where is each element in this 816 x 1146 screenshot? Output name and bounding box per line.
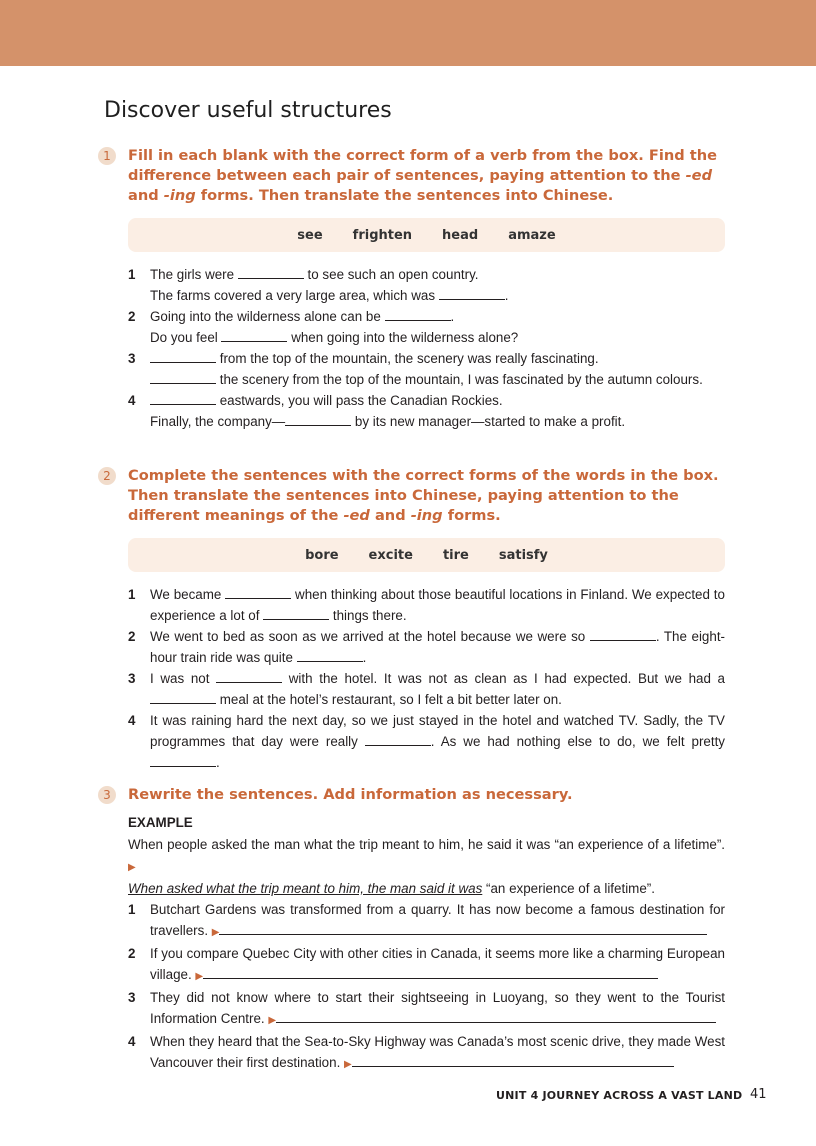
arrow-icon: ▶: [128, 862, 136, 873]
word-tire: tire: [442, 547, 469, 563]
answer-blank[interactable]: [221, 329, 287, 342]
word-see: see: [297, 227, 323, 243]
section-instruction: Rewrite the sentences. Add information as necessary.: [128, 786, 573, 803]
item-number: 1: [128, 587, 136, 602]
arrow-icon: ▶: [211, 927, 220, 938]
exercise-item: 4 It was raining hard the next day, so we just stayed in the hotel and watched TV. Sadly, the TV programmes that day were really . As we had nothing else to do, we felt pretty .: [128, 710, 725, 773]
arrow-icon: ▶: [268, 1015, 277, 1026]
answer-blank[interactable]: [439, 287, 505, 300]
example-prompt: When people asked the man what the trip meant to him, he said it was “an experience of a lifetime”. ▶: [128, 837, 725, 873]
item-number: 2: [128, 946, 136, 961]
word-excite: excite: [368, 547, 413, 563]
answer-blank[interactable]: [150, 392, 216, 405]
word-bore: bore: [305, 547, 339, 563]
section-number: 3: [98, 786, 116, 804]
arrow-icon: ▶: [344, 1059, 352, 1070]
item-number: 1: [128, 902, 136, 917]
section-2: [98, 466, 728, 773]
answer-line[interactable]: [352, 1054, 674, 1067]
answer-blank[interactable]: [238, 266, 304, 279]
item-number: 2: [128, 629, 136, 644]
answer-blank[interactable]: [225, 586, 291, 599]
answer-blank[interactable]: [385, 308, 451, 321]
answer-blank[interactable]: [216, 670, 282, 683]
exercise-item: 4 When they heard that the Sea-to-Sky Highway was Canada’s most scenic drive, they made West Vancouver their first destination. ▶: [128, 1031, 725, 1075]
example-label: EXAMPLE: [128, 815, 193, 830]
answer-blank[interactable]: [263, 607, 329, 620]
exercise-item: 3 from the top of the mountain, the scenery was really fascinating. the scenery from the top of the mountain, I was fascinated by the autumn colours.: [128, 348, 725, 390]
answer-blank[interactable]: [150, 691, 216, 704]
item-number: 4: [128, 1034, 136, 1049]
word-box: [128, 218, 725, 252]
item-number: 4: [128, 713, 136, 728]
section-1: [98, 146, 728, 432]
header-band: [0, 0, 816, 66]
exercise-list: [128, 899, 725, 1075]
item-number: 3: [128, 671, 136, 686]
exercise-item: 1 We became when thinking about those beautiful locations in Finland. We expected to experience a lot of things there.: [128, 584, 725, 626]
section-number: 2: [98, 467, 116, 485]
page-title: Discover useful structures: [104, 98, 392, 123]
answer-blank[interactable]: [150, 350, 216, 363]
answer-line[interactable]: [219, 922, 707, 935]
word-box: [128, 538, 725, 572]
page-number: 41: [750, 1087, 767, 1102]
item-number: 3: [128, 990, 136, 1005]
section-3: [98, 785, 728, 1075]
answer-blank[interactable]: [365, 733, 431, 746]
exercise-item: 2 If you compare Quebec City with other cities in Canada, it seems more like a charming European village. ▶: [128, 943, 725, 987]
item-number: 4: [128, 393, 136, 408]
exercise-item: 1 Butchart Gardens was transformed from a quarry. It has now become a famous destination for travellers. ▶: [128, 899, 725, 943]
section-instruction: Complete the sentences with the correct forms of the words in the box. Then translate the sentences into Chinese, paying attention to the different meanings of the -ed and -ing forms.: [128, 467, 719, 524]
item-number: 1: [128, 267, 136, 282]
word-amaze: amaze: [508, 227, 556, 243]
section-instruction: Fill in each blank with the correct form of a verb from the box. Find the difference between each pair of sentences, paying attention to the -ed and -ing forms. Then translate the sentences into Chinese.: [128, 147, 718, 204]
answer-blank[interactable]: [590, 628, 656, 641]
section-number: 1: [98, 147, 116, 165]
item-number: 2: [128, 309, 136, 324]
answer-blank[interactable]: [150, 754, 216, 767]
answer-line[interactable]: [203, 966, 658, 979]
word-frighten: frighten: [352, 227, 413, 243]
exercise-item: 4 eastwards, you will pass the Canadian Rockies. Finally, the company— by its new manager—started to make a profit.: [128, 390, 725, 432]
exercise-list: [128, 264, 725, 432]
example-answer: When asked what the trip meant to him, the man said it was “an experience of a lifetime”.: [128, 881, 655, 896]
item-number: 3: [128, 351, 136, 366]
exercise-item: 3 They did not know where to start their sightseeing in Luoyang, so they went to the Tourist Information Centre. ▶: [128, 987, 725, 1031]
arrow-icon: ▶: [195, 971, 204, 982]
exercise-list: [128, 584, 725, 773]
exercise-item: 2 We went to bed as soon as we arrived at the hotel because we were so . The eight-hour train ride was quite .: [128, 626, 725, 668]
footer-unit-title: UNIT 4 JOURNEY ACROSS A VAST LAND: [496, 1089, 743, 1102]
exercise-item: 1 The girls were to see such an open country. The farms covered a very large area, which was .: [128, 264, 725, 306]
answer-blank[interactable]: [285, 413, 351, 426]
exercise-item: 2 Going into the wilderness alone can be . Do you feel when going into the wilderness alone?: [128, 306, 725, 348]
answer-line[interactable]: [276, 1010, 716, 1023]
word-satisfy: satisfy: [498, 547, 548, 563]
answer-blank[interactable]: [150, 371, 216, 384]
answer-blank[interactable]: [297, 649, 363, 662]
word-head: head: [442, 227, 479, 243]
exercise-item: 3 I was not with the hotel. It was not as clean as I had expected. But we had a meal at the hotel’s restaurant, so I felt a bit better later on.: [128, 668, 725, 710]
